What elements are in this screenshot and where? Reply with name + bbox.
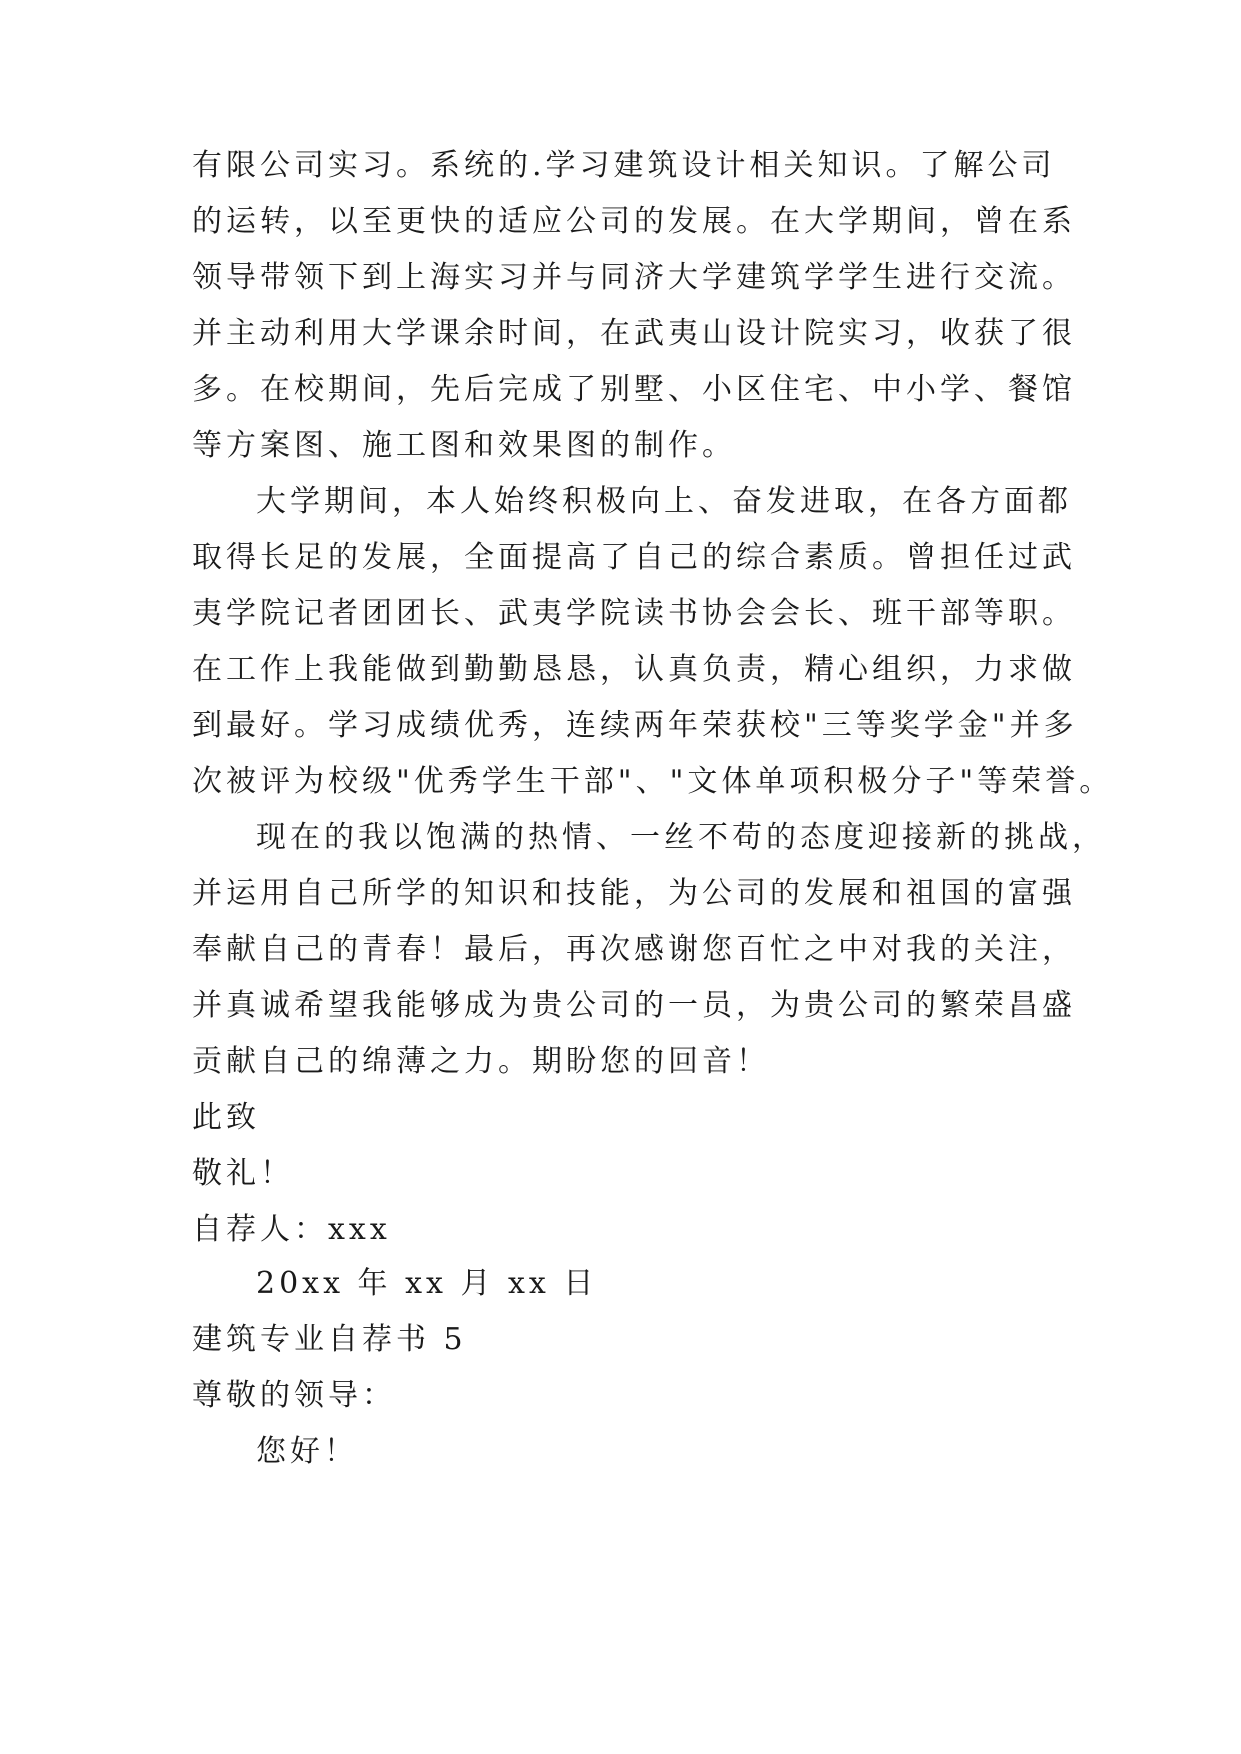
signer-line: 自荐人：xxx <box>192 1212 391 1247</box>
paragraph-line: 现在的我以饱满的热情、一丝不苟的态度迎接新的挑战， <box>256 820 1106 855</box>
paragraph-line: 在工作上我能做到勤勤恳恳，认真负责，精心组织，力求做 <box>192 652 1076 687</box>
letter-title: 建筑专业自荐书 5 <box>192 1322 467 1357</box>
paragraph-line: 领导带领下到上海实习并与同济大学建筑学学生进行交流。 <box>192 260 1076 295</box>
paragraph-line: 取得长足的发展，全面提高了自己的综合素质。曾担任过武 <box>192 540 1076 575</box>
letter-greeting: 尊敬的领导： <box>192 1378 396 1413</box>
paragraph-line: 有限公司实习。系统的.学习建筑设计相关知识。了解公司 <box>192 148 1056 183</box>
paragraph-line: 并运用自己所学的知识和技能，为公司的发展和祖国的富强 <box>192 876 1076 911</box>
paragraph-line: 奉献自己的青春！最后，再次感谢您百忙之中对我的关注， <box>192 932 1076 967</box>
paragraph-line: 次被评为校级"优秀学生干部"、"文体单项积极分子"等荣誉。 <box>192 764 1114 799</box>
date-line: 20xx 年 xx 月 xx 日 <box>256 1266 598 1301</box>
letter-hello: 您好！ <box>256 1434 358 1469</box>
paragraph-line: 到最好。学习成绩优秀，连续两年荣获校"三等奖学金"并多 <box>192 708 1078 743</box>
paragraph-line: 贡献自己的绵薄之力。期盼您的回音！ <box>192 1044 770 1079</box>
paragraph-line: 并主动利用大学课余时间，在武夷山设计院实习，收获了很 <box>192 316 1076 351</box>
closing-salutation: 此致 <box>192 1100 260 1135</box>
paragraph-line: 大学期间，本人始终积极向上、奋发进取，在各方面都 <box>256 484 1072 519</box>
paragraph-line: 等方案图、施工图和效果图的制作。 <box>192 428 736 463</box>
paragraph-line: 多。在校期间，先后完成了别墅、小区住宅、中小学、餐馆 <box>192 372 1076 407</box>
paragraph-line: 并真诚希望我能够成为贵公司的一员，为贵公司的繁荣昌盛 <box>192 988 1076 1023</box>
closing-regards: 敬礼！ <box>192 1156 294 1191</box>
paragraph-line: 夷学院记者团团长、武夷学院读书协会会长、班干部等职。 <box>192 596 1076 631</box>
paragraph-line: 的运转，以至更快的适应公司的发展。在大学期间，曾在系 <box>192 204 1076 239</box>
